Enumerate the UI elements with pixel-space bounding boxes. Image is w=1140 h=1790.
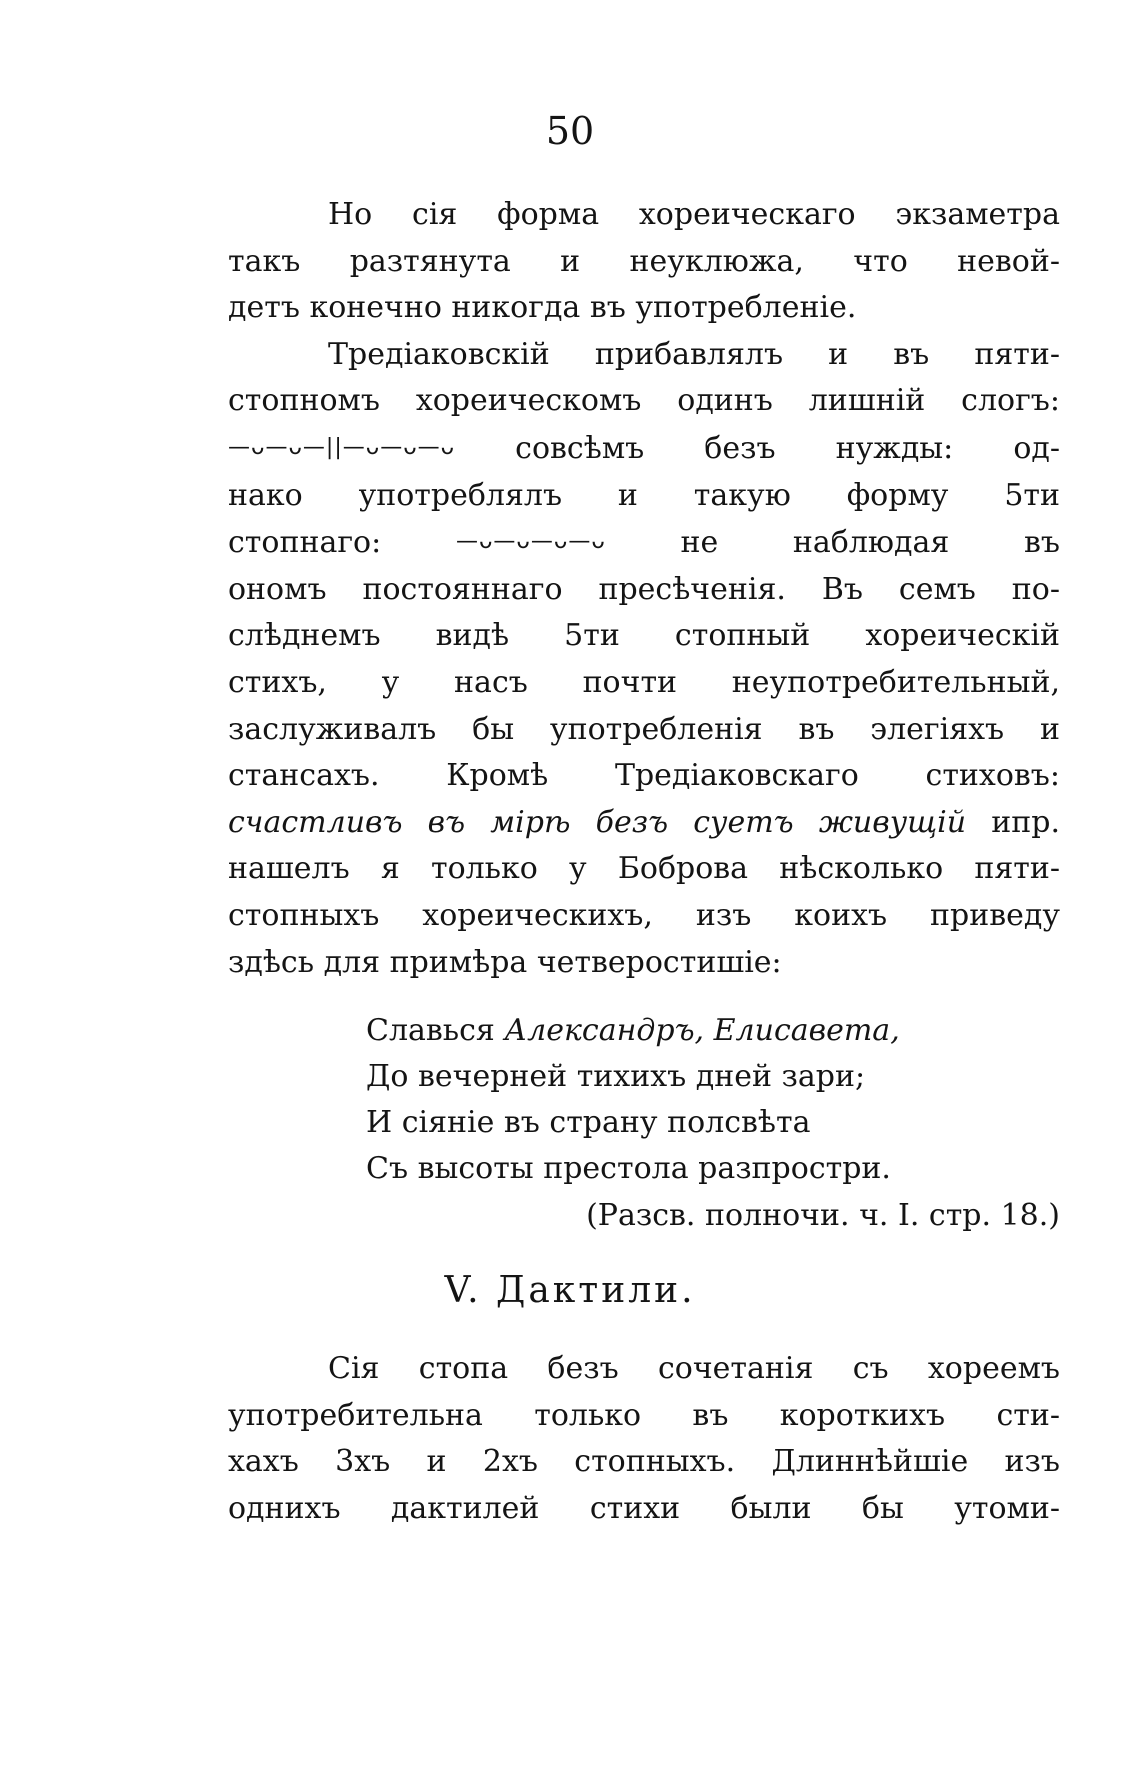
verse-quatrain: [366, 1008, 1066, 1192]
paragraph-hexameter: [228, 192, 1060, 986]
text-line: Но сія форма хореическаго экзаметра: [328, 197, 1060, 232]
text-line: детъ конечно никогда въ употребленіе.: [228, 290, 857, 326]
text-line: стихъ, у насъ почти неупотребительный,: [228, 664, 1060, 700]
text-line: стопныхъ хореическихъ, изъ коихъ приведу: [228, 897, 1060, 933]
metrical-scheme: —ᴗ—ᴗ—ᴗ—ᴗ: [455, 529, 606, 555]
verse-line: [366, 1008, 1066, 1054]
text-line: [228, 800, 1060, 847]
text-line: слѣднемъ видѣ 5ти стопный хореическій: [228, 618, 1060, 654]
verse-line: До вечерней тихихъ дней зари;: [366, 1059, 866, 1094]
text-fragment: ипр.: [991, 804, 1060, 840]
verse-citation: (Разсв. полночи. ч. I. стр. 18.): [586, 1198, 1060, 1233]
text-line: [228, 425, 1060, 473]
page-number: 50: [545, 109, 595, 153]
italic-names: Александръ, Елисавета,: [504, 1013, 900, 1048]
text-line: заслуживалъ бы употребленія въ элегіяхъ и: [228, 711, 1060, 747]
section-heading: V. Дактили.: [444, 1270, 696, 1311]
text-line: здѣсь для примѣра четверостишіе:: [228, 944, 782, 980]
text-line: Сія стопа безъ сочетанія съ хореемъ: [328, 1351, 1060, 1386]
italic-quote: счастливъ въ мірѣ безъ суетъ живущій: [228, 804, 967, 840]
paragraph-dactyls: [228, 1346, 1060, 1532]
text-line: ономъ постояннаго пресѣченія. Въ семъ по-: [228, 571, 1060, 607]
text-line: нашелъ я только у Боброва нѣсколько пяти-: [228, 851, 1060, 887]
verse-line: Съ высоты престола разпростри.: [366, 1151, 891, 1186]
text-line: Тредіаковскій прибавлялъ и въ пяти-: [328, 336, 1060, 372]
text-fragment: Славься: [366, 1013, 495, 1048]
text-fragment: совсѣмъ безъ нужды: од-: [515, 430, 1060, 466]
text-line: хахъ 3хъ и 2хъ стопныхъ. Длиннѣйшіе изъ: [228, 1444, 1060, 1480]
text-line: употребительна только въ короткихъ сти-: [228, 1397, 1060, 1433]
text-fragment: не наблюдая въ: [680, 525, 1060, 561]
text-line: такъ разтянута и неуклюжа, что невой-: [228, 243, 1060, 279]
text-line: стопномъ хореическомъ одинъ лишній слогъ:: [228, 383, 1060, 419]
text-line: однихъ дактилей стихи были бы утоми-: [228, 1490, 1060, 1526]
metrical-scheme: —ᴗ—ᴗ—||—ᴗ—ᴗ—ᴗ: [228, 434, 456, 460]
text-fragment: стопнаго:: [228, 525, 382, 561]
text-line: нако употреблялъ и такую форму 5ти: [228, 477, 1060, 513]
text-line: [228, 519, 1060, 567]
text-line: стансахъ. Кромѣ Тредіаковскаго стиховъ:: [228, 758, 1060, 794]
verse-line: И сіяніе въ страну полсвѣта: [366, 1105, 811, 1140]
